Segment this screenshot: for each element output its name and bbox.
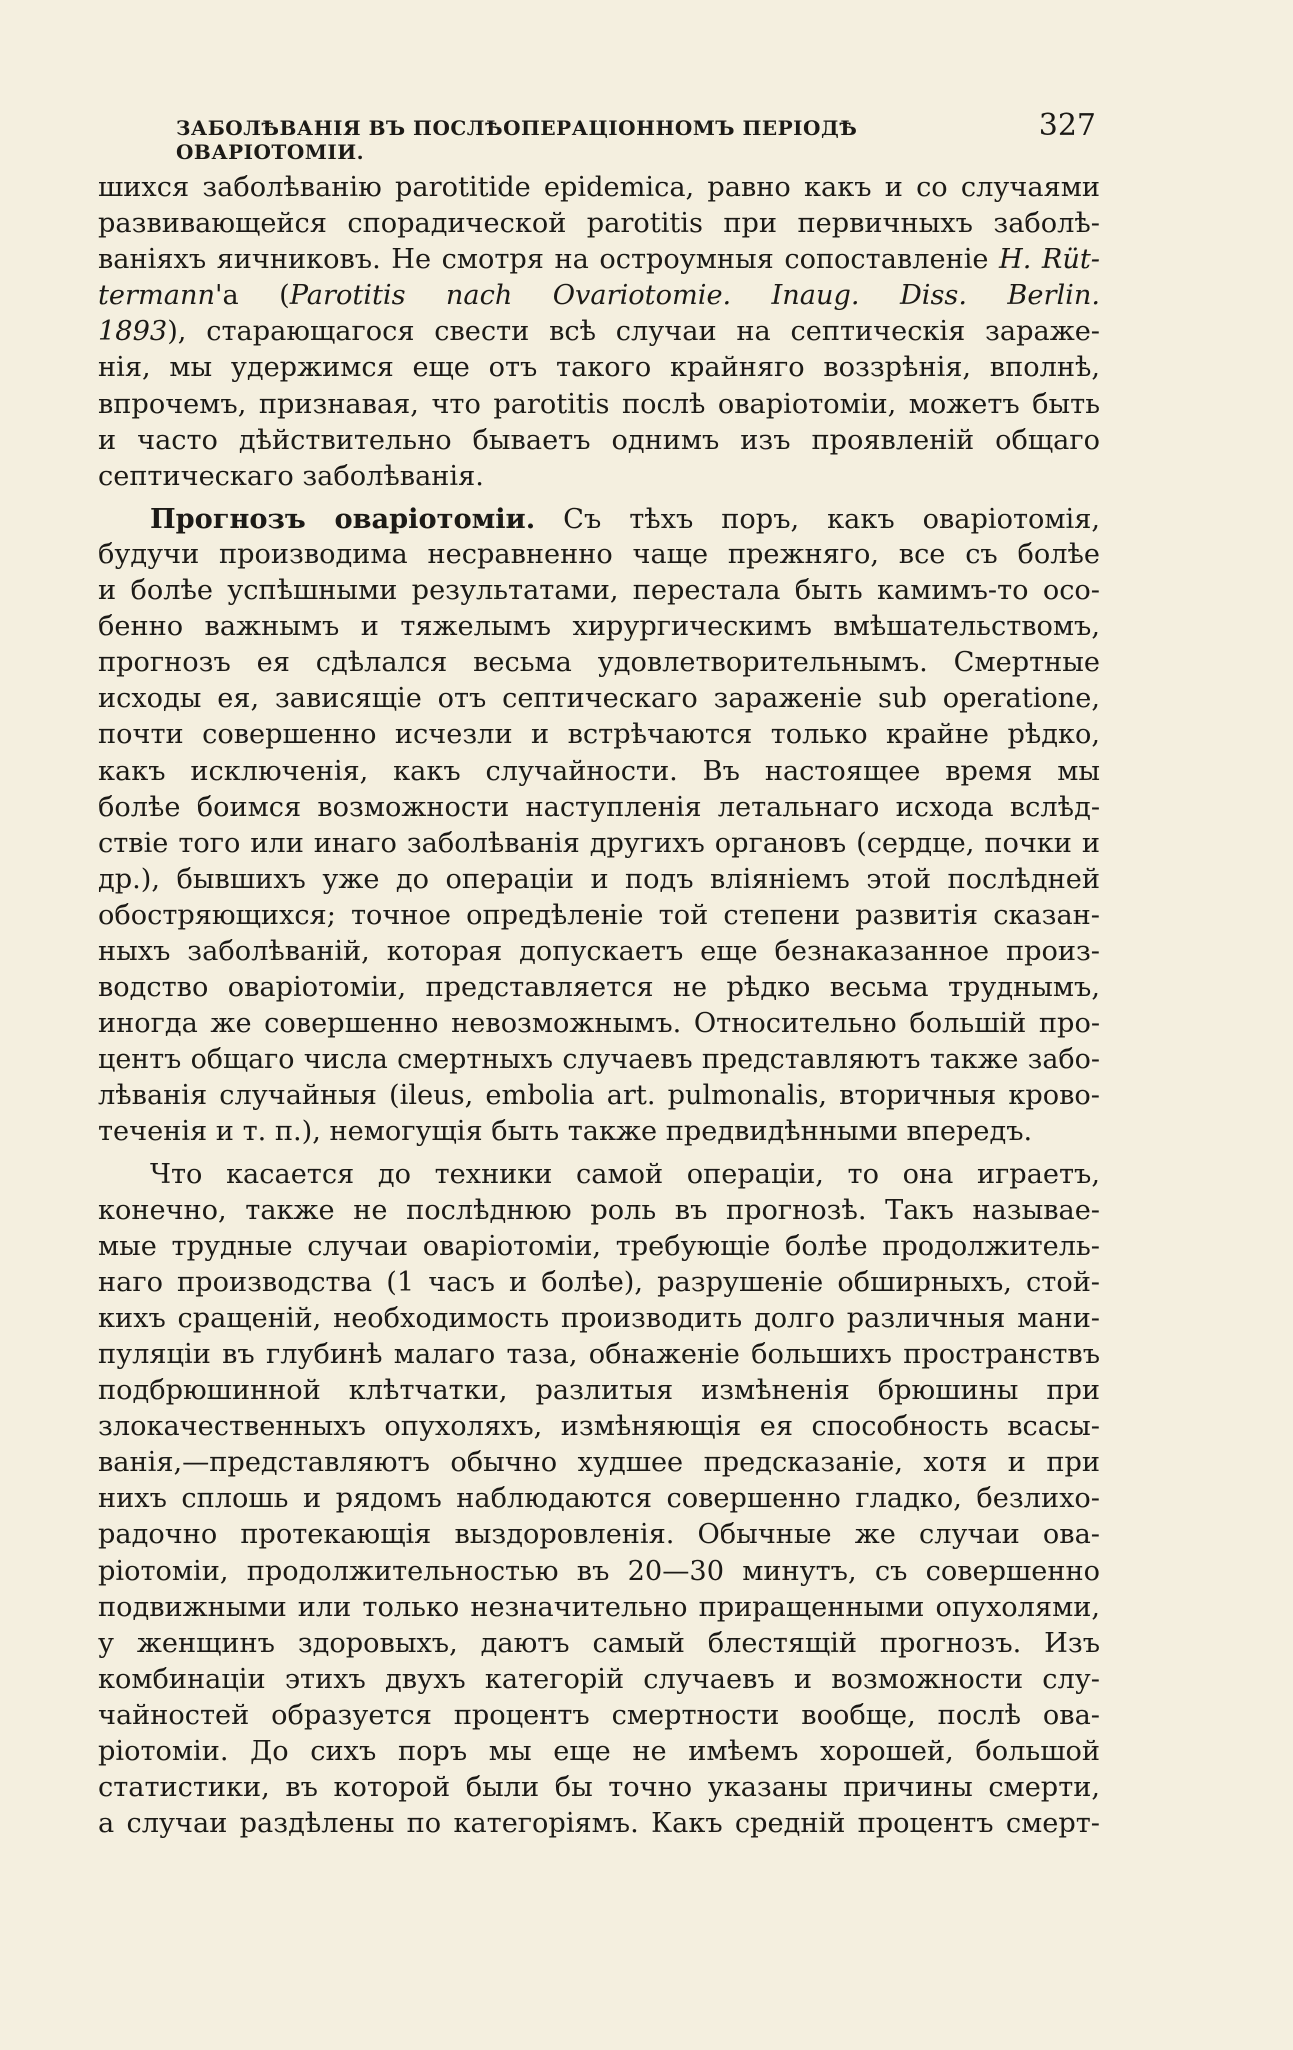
- text-line: ныхъ заболѣваній, которая допускаетъ еще безнаказанное произ-: [98, 935, 1100, 967]
- text-run: ваніяхъ яичниковъ. Не смотря на остроумныя сопоставленіе: [98, 244, 1000, 276]
- text-line: злокачественныхъ опухоляхъ, измѣняющія ея способность всасы-: [98, 1411, 1100, 1443]
- citation-year: 1893: [98, 316, 168, 348]
- text-line: [98, 242, 1100, 278]
- text-line: мые трудные случаи оваріотоміи, требующіе болѣе продолжитель-: [98, 1230, 1100, 1262]
- text-line: чайностей образуется процентъ смертности вообще, послѣ ова-: [98, 1699, 1100, 1731]
- text-line: бенно важнымъ и тяжелымъ хирургическимъ вмѣшательствомъ,: [98, 611, 1100, 643]
- section-heading: Прогнозъ оваріотоміи.: [150, 502, 536, 535]
- text-line: центъ общаго числа смертныхъ случаевъ представляютъ также забо-: [98, 1044, 1100, 1076]
- text-line: иногда же совершенно невозможнымъ. Относительно большій про-: [98, 1008, 1100, 1040]
- author-name: termann: [98, 280, 216, 312]
- text-line: [98, 314, 1100, 350]
- text-line: ванія,—представляютъ обычно худшее предсказаніе, хотя и при: [98, 1447, 1100, 1479]
- text-line: обостряющихся; точное опредѣленіе той степени развитія сказан-: [98, 899, 1100, 931]
- text-line: наго производства (1 часъ и болѣе), разрушеніе обширныхъ, стой-: [98, 1266, 1100, 1298]
- text-line: болѣе боимся возможности наступленія летальнаго исхода вслѣд-: [98, 791, 1100, 823]
- text-run: Съ тѣхъ поръ, какъ оваріотомія,: [535, 503, 1100, 535]
- author-name: H. Rüt-: [999, 244, 1100, 276]
- text-run: 'a (: [215, 280, 290, 312]
- running-title: ЗАБОЛѢВАНІЯ ВЪ ПОСЛѢОПЕРАЦІОННОМЪ ПЕРІОДѢ ОВАРІОТОМІИ.: [176, 116, 858, 164]
- text-line: [98, 501, 1100, 537]
- body-text: [98, 170, 1100, 1842]
- text-line: у женщинъ здоровыхъ, даютъ самый блестящій прогнозъ. Изъ: [98, 1627, 1100, 1659]
- text-line: шихся заболѣванію parotitide epidemica, равно какъ и со случаями: [98, 172, 1100, 203]
- text-line: Что касается до техники самой операціи, то она играетъ,: [150, 1158, 1100, 1190]
- text-line: и болѣе успѣшными результатами, перестала быть камимъ-то осо-: [98, 575, 1100, 607]
- text-line: статистики, въ которой были бы точно указаны причины смерти,: [98, 1772, 1100, 1804]
- page-header: [176, 108, 1096, 164]
- text-line: а случаи раздѣлены по категоріямъ. Какъ средній процентъ смерт-: [98, 1808, 1100, 1840]
- citation-title: Parotitis nach Ovariotomie. Inaug. Diss. Berlin.: [289, 280, 1100, 312]
- text-line: ріотоміи, продолжительностью въ 20—30 минутъ, съ совершенно: [98, 1555, 1100, 1587]
- page-number: 327: [1038, 108, 1096, 143]
- text-line: подвижными или только незначительно приращенными опухолями,: [98, 1591, 1100, 1623]
- text-run: ), старающагося свести всѣ случаи на септическія зараже-: [167, 316, 1100, 348]
- text-line: нихъ сплошь и рядомъ наблюдаются совершенно гладко, безлихо-: [98, 1483, 1100, 1515]
- text-line: водство оваріотоміи, представляется не рѣдко весьма труднымъ,: [98, 972, 1100, 1004]
- text-line: развивающейся спорадической parotitis при первичныхъ заболѣ-: [98, 208, 1100, 240]
- text-line: кихъ сращеній, необходимость производить долго различныя мани-: [98, 1302, 1100, 1334]
- text-line: будучи производима несравненно чаще прежняго, все съ болѣе: [98, 538, 1100, 570]
- text-line: ріотоміи. До сихъ поръ мы еще не имѣемъ хорошей, большой: [98, 1736, 1100, 1768]
- text-line: конечно, также не послѣднюю роль въ прогнозѣ. Такъ называе-: [98, 1194, 1100, 1226]
- text-line: впрочемъ, признавая, что parotitis послѣ оваріотоміи, можетъ быть: [98, 388, 1100, 420]
- text-line: теченія и т. п.), немогущія быть также предвидѣнными впередъ.: [98, 1116, 1033, 1148]
- text-line: и часто дѣйствительно бываетъ однимъ изъ проявленій общаго: [98, 424, 1100, 456]
- text-line: радочно протекающія выздоровленія. Обычные же случаи ова-: [98, 1519, 1100, 1551]
- text-line: ствіе того или инаго заболѣванія другихъ органовъ (сердце, почки и: [98, 827, 1100, 859]
- text-line: какъ исключенія, какъ случайности. Въ настоящее время мы: [98, 755, 1100, 787]
- text-line: почти совершенно исчезли и встрѣчаются только крайне рѣдко,: [98, 719, 1100, 751]
- text-line: исходы ея, зависящіе отъ септическаго зараженіе sub operatione,: [98, 683, 1100, 715]
- text-line: прогнозъ ея сдѣлался весьма удовлетворительнымъ. Смертные: [98, 647, 1100, 679]
- text-line: септическаго заболѣванія.: [98, 460, 484, 492]
- text-line: [98, 278, 1100, 314]
- text-line: др.), бывшихъ уже до операціи и подъ вліяніемъ этой послѣдней: [98, 863, 1100, 895]
- text-line: лѣванія случайныя (ileus, embolia art. pulmonalis, вторичныя крово-: [98, 1080, 1100, 1112]
- text-line: нія, мы удержимся еще отъ такого крайняго воззрѣнія, вполнѣ,: [98, 352, 1100, 384]
- text-line: пуляціи въ глубинѣ малаго таза, обнаженіе большихъ пространствъ: [98, 1339, 1100, 1370]
- text-line: подбрюшинной клѣтчатки, разлитыя измѣненія брюшины при: [98, 1375, 1100, 1407]
- text-line: комбинаціи этихъ двухъ категорій случаевъ и возможности слу-: [98, 1663, 1100, 1695]
